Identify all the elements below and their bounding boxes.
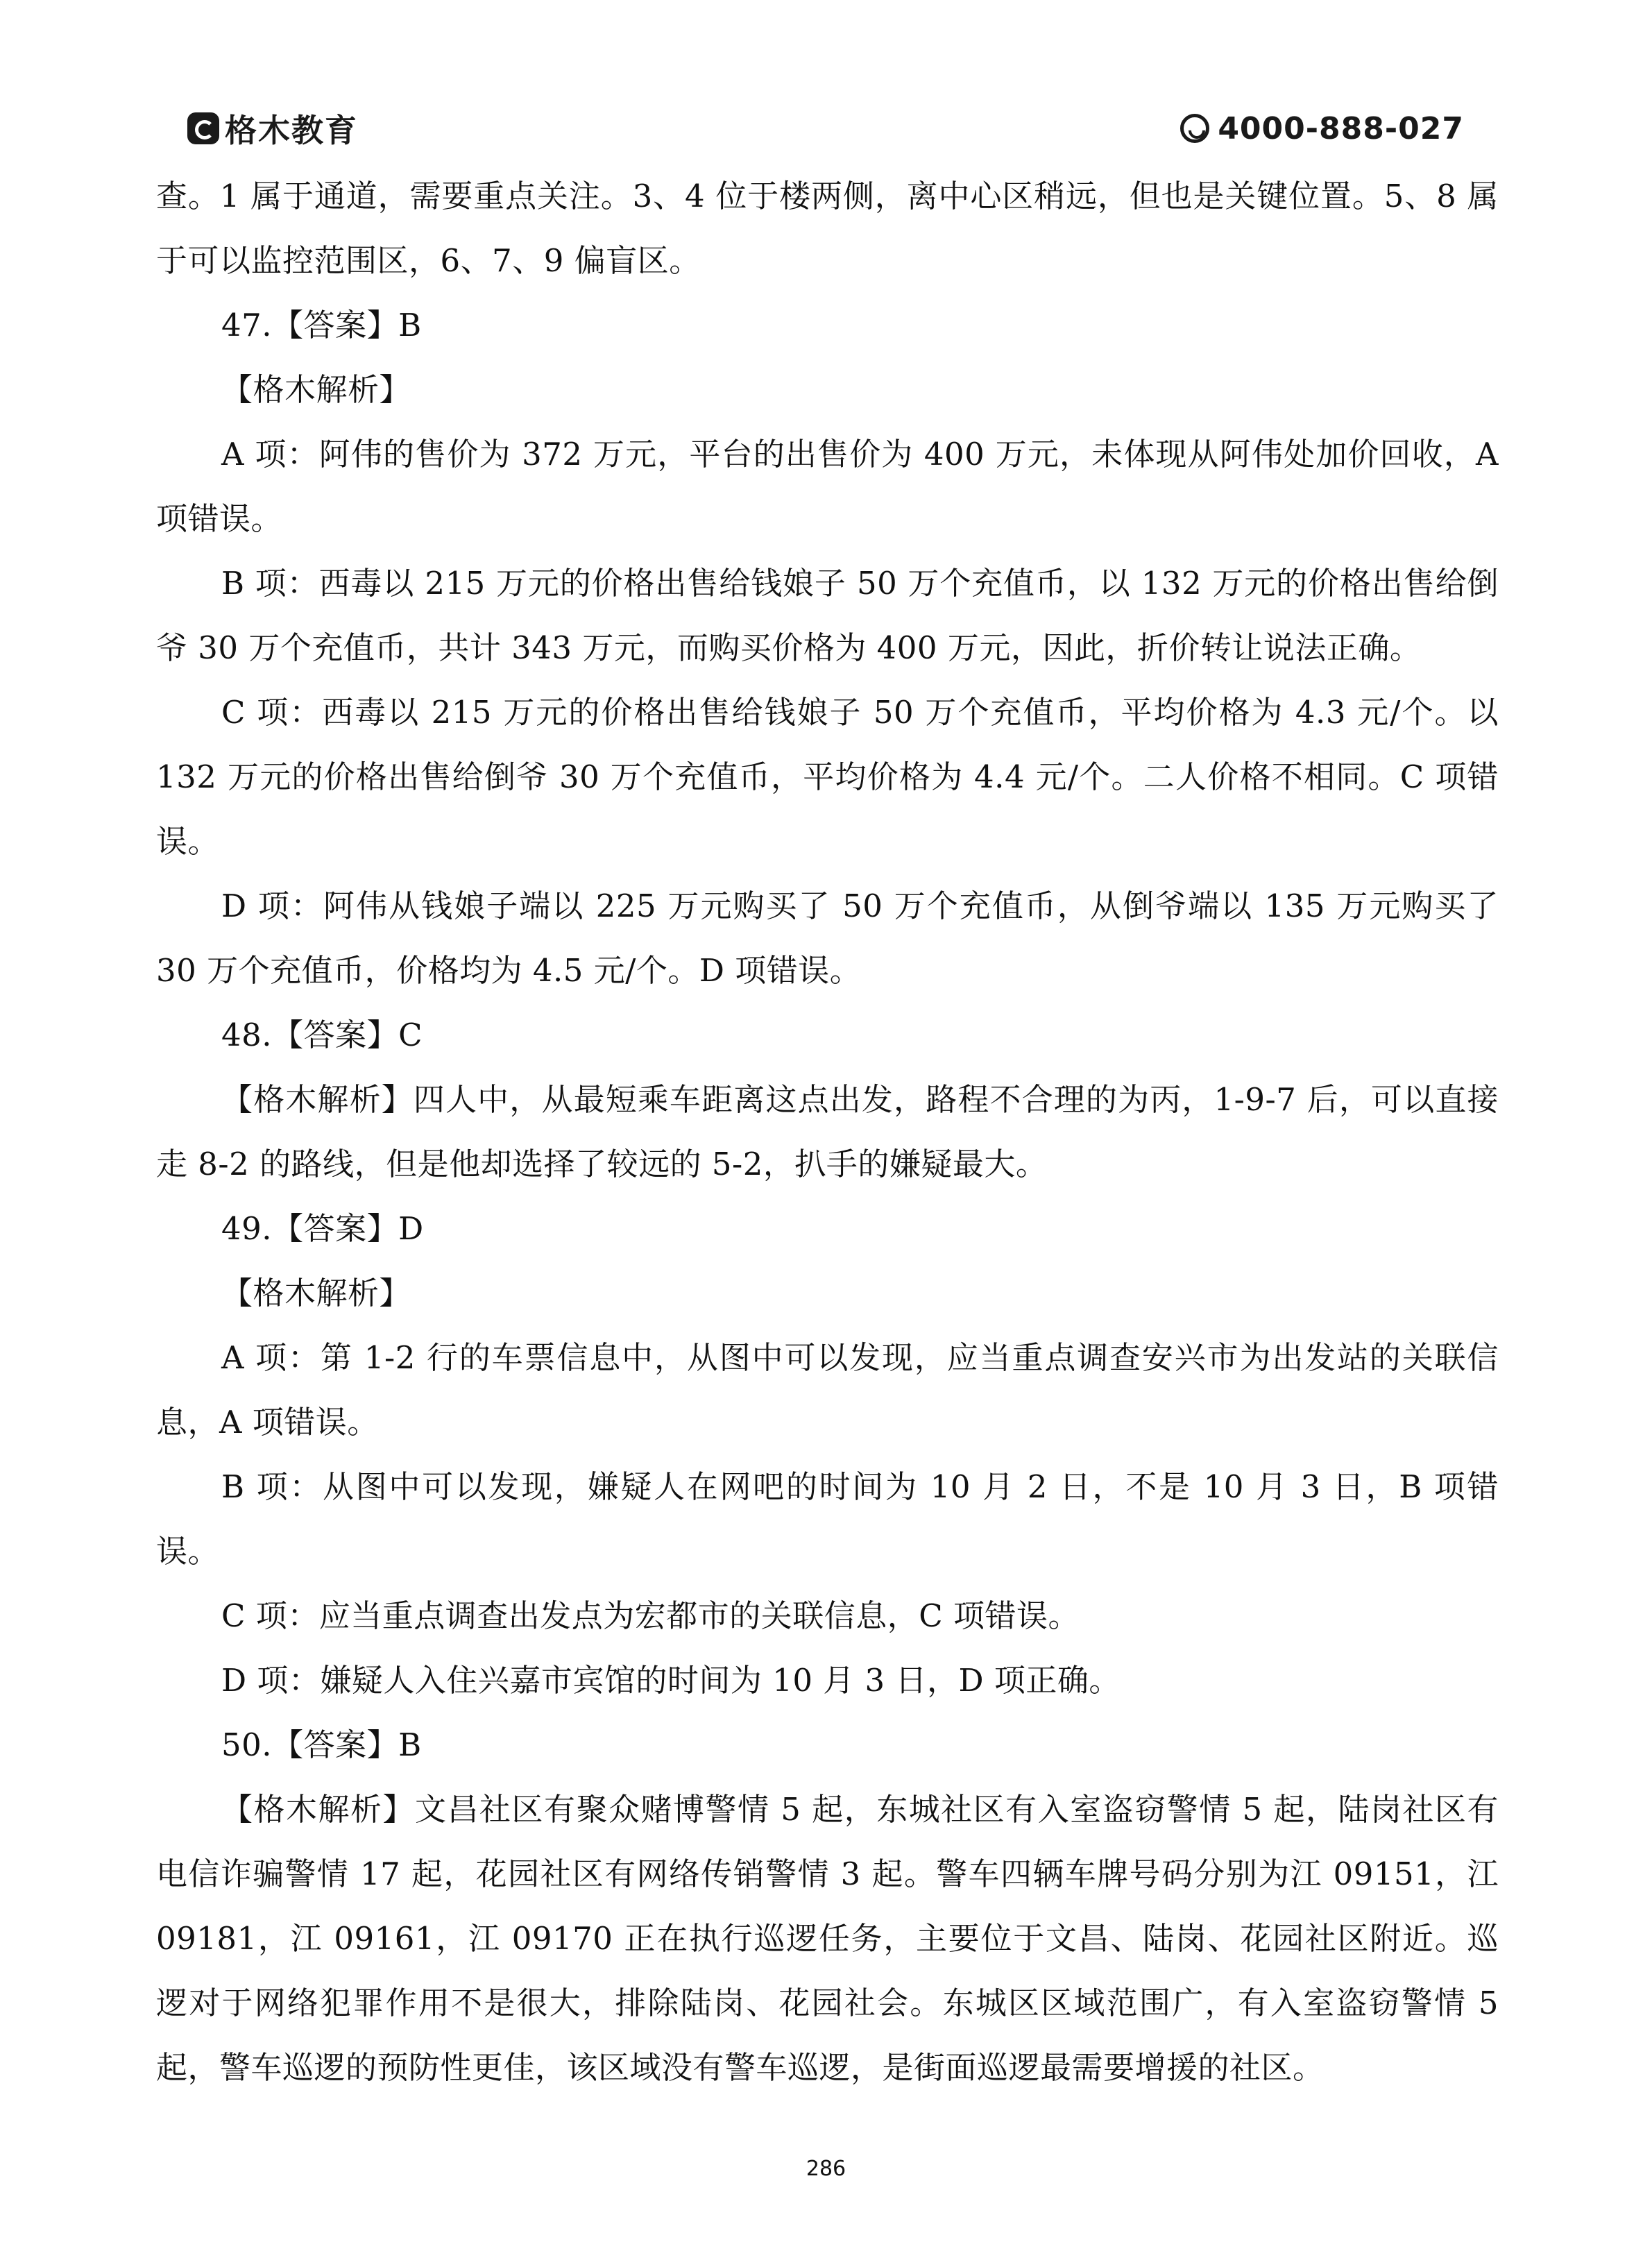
hotline: [1180, 104, 1464, 153]
brand-logo-icon: [187, 112, 219, 144]
analysis-49-option-a: A 项：第 1-2 行的车票信息中，从图中可以发现，应当重点调查安兴市为出发站的关联信息，A 项错误。: [156, 1339, 1499, 1441]
analysis-47-option-a: A 项：阿伟的售价为 372 万元，平台的出售价为 400 万元，未体现从阿伟处加价回收，A 项错误。: [156, 436, 1499, 537]
analysis-50: 【格木解析】文昌社区有聚众赌博警情 5 起，东城社区有入室盗窃警情 5 起，陆岗社区有电信诈骗警情 17 起，花园社区有网络传销警情 3 起。警车四辆车牌号码分别为江 09151，江 09181，江 09161，江 09170 正在执行巡逻任务，主要位于文昌、陆岗、花园社区附近。巡逻对于网络犯罪作用不是很大，排除陆岗、花园社会。东城区区域范围广，有入室盗窃警情 5 起，警车巡逻的预防性更佳，该区域没有警车巡逻，是街面巡逻最需要增援的社区。: [156, 1791, 1499, 2086]
analysis-heading-47: 【格木解析】: [221, 371, 411, 408]
analysis-47-option-d: D 项：阿伟从钱娘子端以 225 万元购买了 50 万个充值币，从倒爷端以 135 万元购买了 30 万个充值币，价格均为 4.5 元/个。D 项错误。: [156, 888, 1499, 989]
brand-name: 格木教育: [225, 112, 358, 149]
analysis-47-option-b: B 项：西毒以 215 万元的价格出售给钱娘子 50 万个充值币，以 132 万元的价格出售给倒爷 30 万个充值币，共计 343 万元，而购买价格为 400 万元，因此，折价转让说法正确。: [156, 565, 1499, 666]
answer-50: 50.【答案】B: [221, 1726, 422, 1763]
answer-49: 49.【答案】D: [221, 1210, 424, 1247]
phone-icon: [1180, 114, 1209, 143]
analysis-49-option-b: B 项：从图中可以发现，嫌疑人在网吧的时间为 10 月 2 日，不是 10 月 3 日，B 项错误。: [156, 1468, 1499, 1570]
analysis-heading-49: 【格木解析】: [221, 1275, 411, 1311]
analysis-48: 【格木解析】四人中，从最短乘车距离这点出发，路程不合理的为丙，1-9-7 后，可以直接走 8-2 的路线，但是他却选择了较远的 5-2，扒手的嫌疑最大。: [156, 1081, 1499, 1182]
analysis-49-option-d: D 项：嫌疑人入住兴嘉市宾馆的时间为 10 月 3 日，D 项正确。: [221, 1662, 1121, 1699]
document-body: [156, 164, 1499, 2100]
paragraph-continuation: 查。1 属于通道，需要重点关注。3、4 位于楼两侧，离中心区稍远，但也是关键位置。5、8 属于可以监控范围区，6、7、9 偏盲区。: [156, 178, 1499, 279]
page-number: 286: [806, 2157, 846, 2181]
analysis-49-option-c: C 项：应当重点调查出发点为宏都市的关联信息，C 项错误。: [221, 1597, 1080, 1634]
analysis-47-option-c: C 项：西毒以 215 万元的价格出售给钱娘子 50 万个充值币，平均价格为 4.3 元/个。以 132 万元的价格出售给倒爷 30 万个充值币，平均价格为 4.4 元/个。二人价格不相同。C 项错误。: [156, 694, 1499, 860]
brand-logo: [187, 104, 358, 153]
page-header: [187, 104, 1464, 153]
hotline-number: 4000-888-027: [1218, 110, 1464, 146]
answer-48: 48.【答案】C: [221, 1017, 423, 1053]
answer-47: 47.【答案】B: [221, 307, 422, 343]
